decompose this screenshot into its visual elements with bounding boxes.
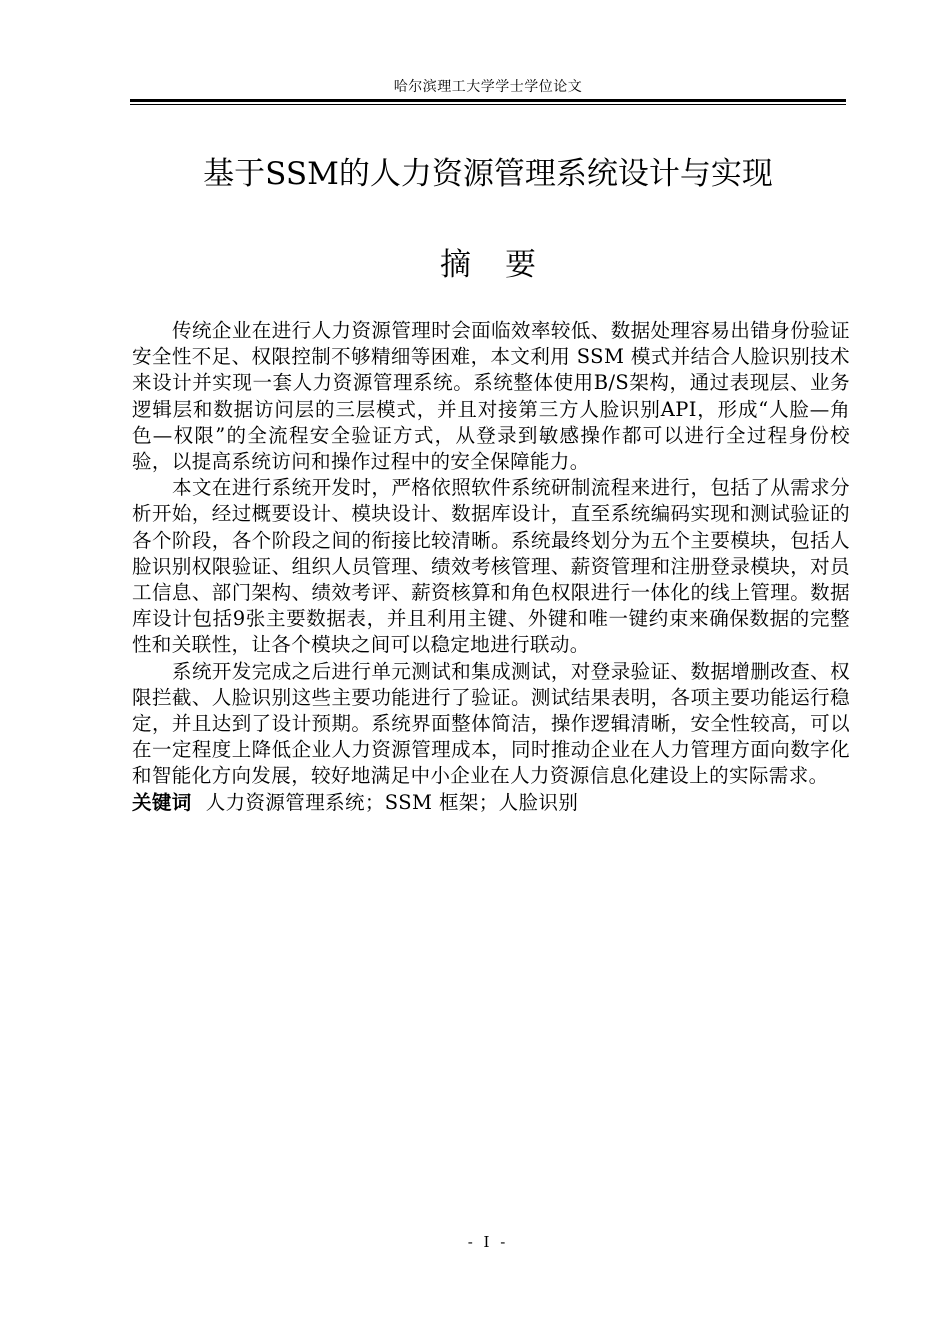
abstract-paragraph-1: 传统企业在进行人力资源管理时会面临效率较低、数据处理容易出错身份验证安全性不足、权限控制不够精细等困难，本文利用 SSM 模式并结合人脸识别技术来设计并实现一套人力资源管理系统。系统整体使用B/S架构，通过表现层、业务逻辑层和数据访问层的三层模式，并且对接第三方人脸识别API，形成“人脸—角色—权限”的全流程安全验证方式，从登录到敏感操作都可以进行全过程身份校验，以提高系统访问和操作过程中的安全保障能力。 [132,319,850,474]
header-rule-thick [130,99,846,102]
page-number: - I - [467,1233,509,1251]
abstract-body [132,318,850,816]
running-header: 哈尔滨理工大学学士学位论文 [393,79,583,95]
keywords-label: 关键词 [132,790,192,814]
keywords-line [132,790,850,816]
keywords-text: 人力资源管理系统；SSM 框架；人脸识别 [205,790,579,814]
paper-title: 基于SSM的人力资源管理系统设计与实现 [203,156,773,192]
abstract-paragraph-3: 系统开发完成之后进行单元测试和集成测试，对登录验证、数据增删改查、权限拦截、人脸识别这些主要功能进行了验证。测试结果表明，各项主要功能运行稳定，并且达到了设计预期。系统界面整体简洁，操作逻辑清晰，安全性较高，可以在一定程度上降低企业人力资源管理成本，同时推动企业在人力管理方面向数字化和智能化方向发展，较好地满足中小企业在人力资源信息化建设上的实际需求。 [132,659,850,788]
header-rule-thin [130,104,846,105]
abstract-heading: 摘要 [440,247,570,283]
abstract-paragraph-2: 本文在进行系统开发时，严格依照软件系统研制流程来进行，包括了从需求分析开始，经过概要设计、模块设计、数据库设计，直至系统编码实现和测试验证的各个阶段，各个阶段之间的衔接比较清晰。系统最终划分为五个主要模块，包括人脸识别权限验证、组织人员管理、绩效考核管理、薪资管理和注册登录模块，对员工信息、部门架构、绩效考评、薪资核算和角色权限进行一体化的线上管理。数据库设计包括9张主要数据表，并且利用主键、外键和唯一键约束来确保数据的完整性和关联性，让各个模块之间可以稳定地进行联动。 [132,476,850,657]
